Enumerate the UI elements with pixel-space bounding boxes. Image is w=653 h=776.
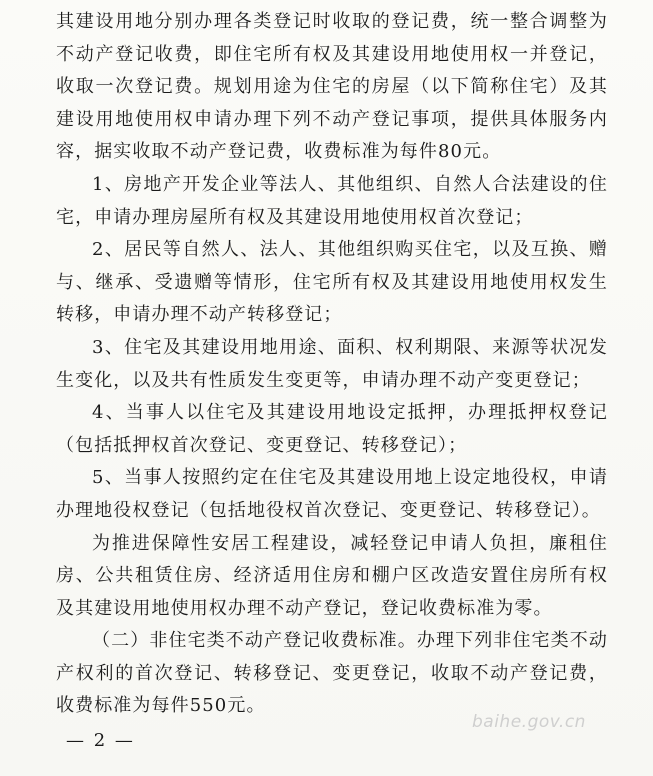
source-watermark: baihe.gov.cn [472, 712, 586, 732]
paragraph-housing-exemption: 为推进保障性安居工程建设，减轻登记申请人负担，廉租住房、公共租赁住房、经济适用住房和棚户区改造安置住房所有权及其建设用地使用权办理不动产登记，登记收费标准为零。 [56, 532, 608, 619]
paragraph-non-residential-standard: （二）非住宅类不动产登记收费标准。办理下列非住宅类不动产权利的首次登记、转移登记、变更登记，收取不动产登记费，收费标准为每件550元。 [56, 630, 608, 717]
paragraph-item-1: 1、房地产开发企业等法人、其他组织、自然人合法建设的住宅，申请办理房屋所有权及其建设用地使用权首次登记； [56, 173, 608, 228]
paragraph-item-5: 5、当事人按照约定在住宅及其建设用地上设定地役权，申请办理地役权登记（包括地役权首次登记、变更登记、转移登记）。 [56, 467, 608, 521]
body-text [56, 6, 608, 723]
paragraph-item-4: 4、当事人以住宅及其建设用地设定抵押，办理抵押权登记（包括抵押权首次登记、变更登记、转移登记）； [56, 402, 608, 456]
paragraph-item-2: 2、居民等自然人、法人、其他组织购买住宅，以及互换、赠与、继承、受遗赠等情形，住宅所有权及其建设用地使用权发生转移，申请办理不动产转移登记； [56, 239, 608, 326]
paragraph-continuation: 其建设用地分别办理各类登记时收取的登记费，统一整合调整为不动产登记收费，即住宅所有权及其建设用地使用权一并登记，收取一次登记费。规划用途为住宅的房屋（以下简称住宅）及其建设用地使用权申请办理下列不动产登记事项，提供具体服务内容，据实收取不动产登记费，收费标准为每件80元。 [56, 11, 608, 163]
paragraph-item-3: 3、住宅及其建设用地用途、面积、权利期限、来源等状况发生变化，以及共有性质发生变更等，申请办理不动产变更登记； [56, 336, 608, 391]
page-number: — 2 — [66, 730, 135, 751]
